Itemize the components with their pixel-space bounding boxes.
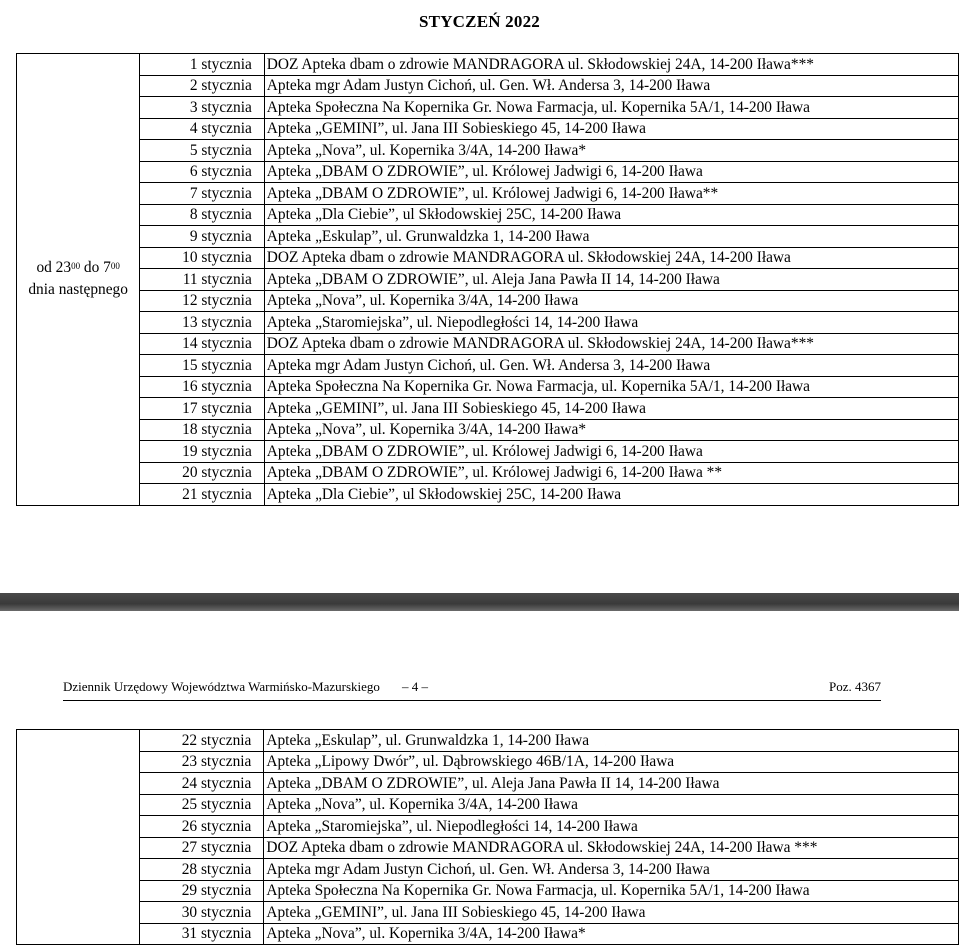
date-cell: 14 stycznia — [140, 333, 264, 355]
date-cell: 20 stycznia — [140, 462, 264, 484]
table-row — [17, 923, 959, 945]
date-cell: 30 stycznia — [139, 902, 264, 924]
table-row — [17, 902, 959, 924]
duty-hours-cell — [17, 54, 140, 506]
table-row — [17, 118, 959, 140]
table-row — [17, 773, 959, 795]
document-page-bottom — [0, 611, 959, 943]
date-cell: 9 stycznia — [140, 226, 264, 248]
pharmacy-cell: Apteka „DBAM O ZDROWIE”, ul. Królowej Jadwigi 6, 14-200 Iława — [264, 161, 958, 183]
date-cell: 15 stycznia — [140, 355, 264, 377]
duty-hours-mid: do 7 — [80, 259, 111, 277]
date-cell: 8 stycznia — [140, 204, 264, 226]
pharmacy-cell: Apteka mgr Adam Justyn Cichoń, ul. Gen. Wł. Andersa 3, 14-200 Iława — [264, 355, 958, 377]
table-row — [17, 226, 959, 248]
date-cell: 31 stycznia — [139, 923, 264, 945]
table-row — [17, 484, 959, 506]
pharmacy-cell: Apteka „Nova”, ul. Kopernika 3/4A, 14-200 Iława — [264, 794, 959, 816]
pharmacy-cell: Apteka „Nova”, ul. Kopernika 3/4A, 14-200 Iława* — [264, 419, 958, 441]
schedule-table-top — [16, 53, 959, 506]
table-row — [17, 441, 959, 463]
schedule-table-bottom — [16, 729, 959, 945]
pharmacy-cell: Apteka „GEMINI”, ul. Jana III Sobieskiego 45, 14-200 Iława — [264, 902, 959, 924]
date-cell: 17 stycznia — [140, 398, 264, 420]
table-row — [17, 376, 959, 398]
pharmacy-cell: Apteka Społeczna Na Kopernika Gr. Nowa Farmacja, ul. Kopernika 5A/1, 14-200 Iława — [264, 880, 959, 902]
table-row — [17, 794, 959, 816]
date-cell: 16 stycznia — [140, 376, 264, 398]
pharmacy-cell: Apteka mgr Adam Justyn Cichoń, ul. Gen. Wł. Andersa 3, 14-200 Iława — [264, 859, 959, 881]
date-cell: 23 stycznia — [139, 751, 264, 773]
duty-hours-from-sup: 00 — [71, 261, 81, 272]
table-row — [17, 97, 959, 119]
table-row — [17, 183, 959, 205]
pharmacy-cell: Apteka „Staromiejska”, ul. Niepodległości 14, 14-200 Iława — [264, 312, 958, 334]
duty-hours-line1 — [17, 257, 139, 279]
table-row — [17, 269, 959, 291]
date-cell: 29 stycznia — [139, 880, 264, 902]
table-row — [17, 204, 959, 226]
table-row — [17, 730, 959, 752]
pharmacy-cell: Apteka „DBAM O ZDROWIE”, ul. Aleja Jana Pawła II 14, 14-200 Iława — [264, 269, 958, 291]
pharmacy-cell: DOZ Apteka dbam o zdrowie MANDRAGORA ul. Skłodowskiej 24A, 14-200 Iława*** — [264, 54, 958, 76]
date-cell: 19 stycznia — [140, 441, 264, 463]
pharmacy-cell: Apteka „Dla Ciebie”, ul Skłodowskiej 25C, 14-200 Iława — [264, 204, 958, 226]
position-number: Poz. 4367 — [829, 679, 881, 694]
pharmacy-cell: Apteka „Staromiejska”, ul. Niepodległości 14, 14-200 Iława — [264, 816, 959, 838]
pharmacy-cell: Apteka „Eskulap”, ul. Grunwaldzka 1, 14-200 Iława — [264, 730, 959, 752]
date-cell: 3 stycznia — [140, 97, 264, 119]
table-row — [17, 290, 959, 312]
pharmacy-cell: Apteka „DBAM O ZDROWIE”, ul. Królowej Jadwigi 6, 14-200 Iława — [264, 441, 958, 463]
schedule-table-top-body — [17, 54, 959, 506]
date-cell: 11 stycznia — [140, 269, 264, 291]
table-row — [17, 333, 959, 355]
date-cell: 10 stycznia — [140, 247, 264, 269]
page-separator — [0, 593, 959, 611]
date-cell: 27 stycznia — [139, 837, 264, 859]
table-row — [17, 247, 959, 269]
pharmacy-cell: Apteka „DBAM O ZDROWIE”, ul. Królowej Jadwigi 6, 14-200 Iława ** — [264, 462, 958, 484]
table-row — [17, 161, 959, 183]
duty-hours-cell — [17, 730, 140, 945]
page-title: STYCZEŃ 2022 — [419, 12, 540, 31]
table-row — [17, 816, 959, 838]
date-cell: 6 stycznia — [140, 161, 264, 183]
table-row — [17, 355, 959, 377]
pharmacy-cell: Apteka „GEMINI”, ul. Jana III Sobieskiego 45, 14-200 Iława — [264, 398, 958, 420]
date-cell: 13 stycznia — [140, 312, 264, 334]
table-row — [17, 398, 959, 420]
pharmacy-cell: Apteka „Dla Ciebie”, ul Skłodowskiej 25C, 14-200 Iława — [264, 484, 958, 506]
date-cell: 18 stycznia — [140, 419, 264, 441]
table-row — [17, 837, 959, 859]
date-cell: 22 stycznia — [139, 730, 264, 752]
date-cell: 7 stycznia — [140, 183, 264, 205]
date-cell: 2 stycznia — [140, 75, 264, 97]
date-cell: 1 stycznia — [140, 54, 264, 76]
date-cell: 5 stycznia — [140, 140, 264, 162]
table-row — [17, 751, 959, 773]
date-cell: 12 stycznia — [140, 290, 264, 312]
duty-hours-to-sup: 00 — [110, 261, 120, 272]
pharmacy-cell: DOZ Apteka dbam o zdrowie MANDRAGORA ul. Skłodowskiej 24A, 14-200 Iława — [264, 247, 958, 269]
date-cell: 21 stycznia — [140, 484, 264, 506]
table-row — [17, 859, 959, 881]
duty-hours-line2: dnia następnego — [28, 281, 128, 299]
journal-name: Dziennik Urzędowy Województwa Warmińsko-Mazurskiego — [63, 679, 380, 694]
duty-hours-prefix: od 23 — [36, 259, 72, 277]
pharmacy-cell: Apteka Społeczna Na Kopernika Gr. Nowa Farmacja, ul. Kopernika 5A/1, 14-200 Iława — [264, 376, 958, 398]
pharmacy-cell: Apteka „Eskulap”, ul. Grunwaldzka 1, 14-200 Iława — [264, 226, 958, 248]
pharmacy-cell: Apteka „Nova”, ul. Kopernika 3/4A, 14-200 Iława* — [264, 140, 958, 162]
pharmacy-cell: Apteka „DBAM O ZDROWIE”, ul. Królowej Jadwigi 6, 14-200 Iława** — [264, 183, 958, 205]
table-row — [17, 462, 959, 484]
date-cell: 25 stycznia — [139, 794, 264, 816]
pharmacy-cell: DOZ Apteka dbam o zdrowie MANDRAGORA ul. Skłodowskiej 24A, 14-200 Iława *** — [264, 837, 959, 859]
pharmacy-cell: Apteka „DBAM O ZDROWIE”, ul. Aleja Jana Pawła II 14, 14-200 Iława — [264, 773, 959, 795]
pharmacy-cell: Apteka „Nova”, ul. Kopernika 3/4A, 14-200 Iława* — [264, 923, 959, 945]
table-row — [17, 312, 959, 334]
pharmacy-cell: DOZ Apteka dbam o zdrowie MANDRAGORA ul. Skłodowskiej 24A, 14-200 Iława*** — [264, 333, 958, 355]
schedule-table-bottom-body — [17, 730, 959, 945]
pharmacy-cell: Apteka „Nova”, ul. Kopernika 3/4A, 14-200 Iława — [264, 290, 958, 312]
pharmacy-cell: Apteka „Lipowy Dwór”, ul. Dąbrowskiego 46B/1A, 14-200 Iława — [264, 751, 959, 773]
table-row — [17, 880, 959, 902]
date-cell: 4 stycznia — [140, 118, 264, 140]
date-cell: 26 stycznia — [139, 816, 264, 838]
pharmacy-cell: Apteka „GEMINI”, ul. Jana III Sobieskiego 45, 14-200 Iława — [264, 118, 958, 140]
pharmacy-cell: Apteka Społeczna Na Kopernika Gr. Nowa Farmacja, ul. Kopernika 5A/1, 14-200 Iława — [264, 97, 958, 119]
pharmacy-cell: Apteka mgr Adam Justyn Cichoń, ul. Gen. Wł. Andersa 3, 14-200 Iława — [264, 75, 958, 97]
table-row — [17, 419, 959, 441]
table-row — [17, 140, 959, 162]
date-cell: 28 stycznia — [139, 859, 264, 881]
page-number: – 4 – — [401, 679, 428, 694]
page-header — [63, 679, 881, 701]
date-cell: 24 stycznia — [139, 773, 264, 795]
table-row — [17, 75, 959, 97]
table-row — [17, 54, 959, 76]
